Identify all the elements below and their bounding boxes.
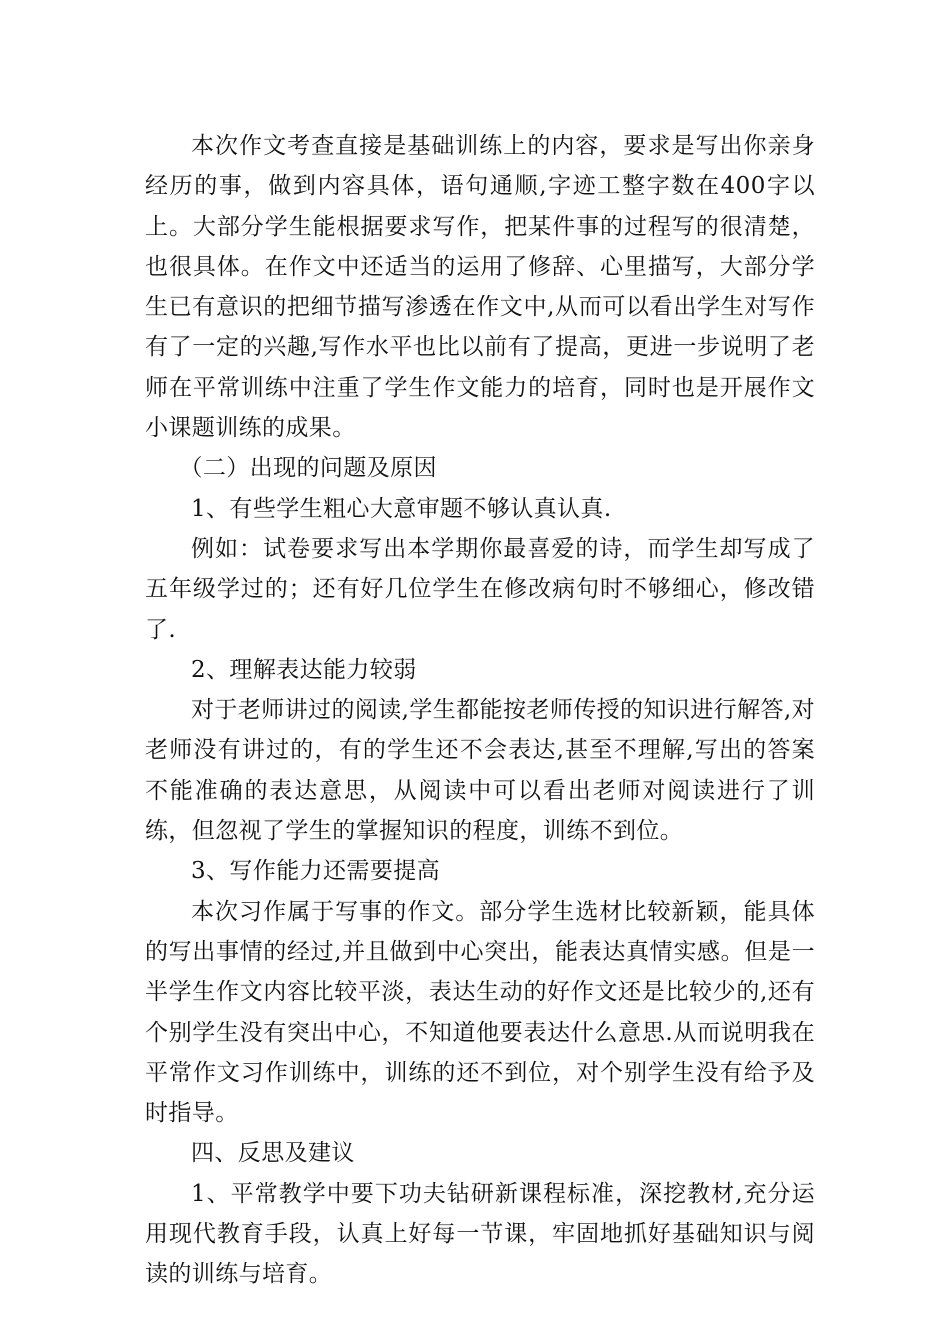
paragraph-composition-summary: 本次作文考查直接是基础训练上的内容，要求是写出你亲身经历的事，做到内容具体，语句通顺,字迹工整字数在400字以上。大部分学生能根据要求写作，把某件事的过程写的很清楚，也很具体。在作文中还适当的运用了修辞、心里描写，大部分学生已有意识的把细节描写渗透在作文中,从而可以看出学生对写作有了一定的兴趣,写作水平也比以前有了提高，更进一步说明了老师在平常训练中注重了学生作文能力的培育，同时也是开展作文小课题训练的成果。 (145, 133, 815, 442)
paragraph-reading-analysis: 对于老师讲过的阅读,学生都能按老师传授的知识进行解答,对老师没有讲过的，有的学生还不会表达,甚至不理解,写出的答案不能准确的表达意思，从阅读中可以看出老师对阅读进行了训练，但忽视了学生的掌握知识的程度，训练不到位。 (145, 697, 815, 845)
item-writing-improvement: 3、写作能力还需要提高 (191, 858, 441, 885)
document-body (145, 126, 815, 1295)
heading-problems-and-causes: （二）出现的问题及原因 (179, 455, 437, 482)
item-careless-reading: 1、有些学生粗心大意审题不够认真认真. (191, 495, 612, 522)
heading-reflection-and-suggestions: 四、反思及建议 (191, 1140, 355, 1167)
item-weak-comprehension: 2、理解表达能力较弱 (191, 656, 417, 683)
paragraph-writing-analysis: 本次习作属于写事的作文。部分学生选材比较新颖，能具体的写出事情的经过,并且做到中心突出，能表达真情实感。但是一半学生作文内容比较平淡，表达生动的好作文还是比较少的,还有个别学生没有突出中心，不知道他要表达什么意思.从而说明我在平常作文习作训练中，训练的还不到位，对个别学生没有给予及时指导。 (145, 898, 815, 1127)
item-teaching-suggestion: 1、平常教学中要下功夫钻研新课程标准，深挖教材,充分运用现代教育手段，认真上好每一节课，牢固地抓好基础知识与阅读的训练与培育。 (145, 1180, 815, 1288)
paragraph-example: 例如：试卷要求写出本学期你最喜爱的诗，而学生却写成了五年级学过的；还有好几位学生在修改病句时不够细心，修改错了. (145, 535, 815, 643)
